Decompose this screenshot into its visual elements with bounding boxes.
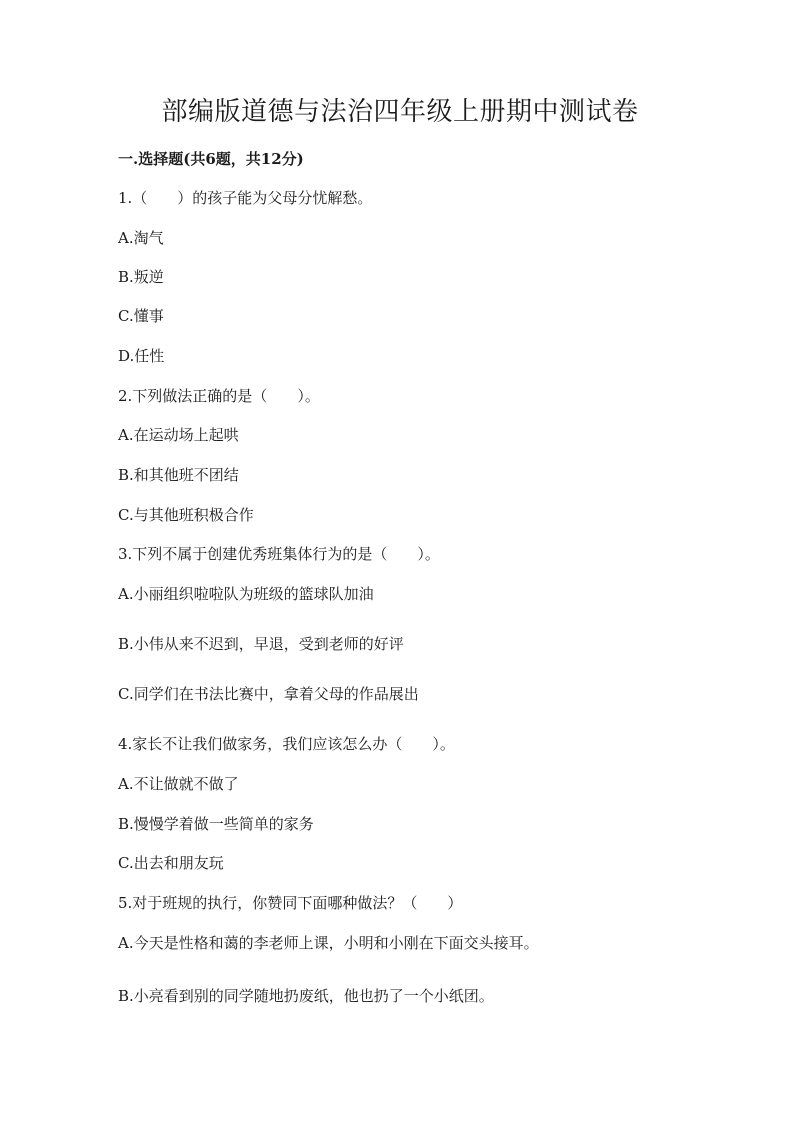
question-4-stem: 4.家长不让我们做家务，我们应该怎么办（ ）。 <box>118 735 455 753</box>
question-1-option-a: A.淘气 <box>118 229 164 247</box>
question-2-option-a: A.在运动场上起哄 <box>118 426 239 444</box>
page-title: 部编版道德与法治四年级上册期中测试卷 <box>161 97 639 127</box>
question-5-option-b: B.小亮看到别的同学随地扔废纸，他也扔了一个小纸团。 <box>118 987 494 1005</box>
question-1-option-d: D.任性 <box>118 347 165 365</box>
section-heading: 一.选择题(共6题，共12分) <box>118 150 304 168</box>
question-2-stem: 2.下列做法正确的是（ ）。 <box>118 387 320 405</box>
question-1-stem: 1.（ ）的孩子能为父母分忧解愁。 <box>118 189 373 207</box>
question-4-option-a: A.不让做就不做了 <box>118 775 239 793</box>
question-3-option-b: B.小伟从来不迟到，早退，受到老师的好评 <box>118 635 404 653</box>
question-4-option-b: B.慢慢学着做一些简单的家务 <box>118 815 314 833</box>
question-4-option-c: C.出去和朋友玩 <box>118 854 224 872</box>
question-2-option-b: B.和其他班不团结 <box>118 466 239 484</box>
question-3-stem: 3.下列不属于创建优秀班集体行为的是（ ）。 <box>118 545 440 563</box>
question-5-stem: 5.对于班规的执行，你赞同下面哪种做法？（ ） <box>118 894 463 912</box>
question-3-option-a: A.小丽组织啦啦队为班级的篮球队加油 <box>118 585 374 603</box>
question-5-option-a: A.今天是性格和蔼的李老师上课，小明和小刚在下面交头接耳。 <box>118 934 539 952</box>
question-2-option-c: C.与其他班积极合作 <box>118 506 254 524</box>
question-1-option-b: B.叛逆 <box>118 268 164 286</box>
question-3-option-c: C.同学们在书法比赛中，拿着父母的作品展出 <box>118 685 419 703</box>
question-1-option-c: C.懂事 <box>118 307 164 325</box>
